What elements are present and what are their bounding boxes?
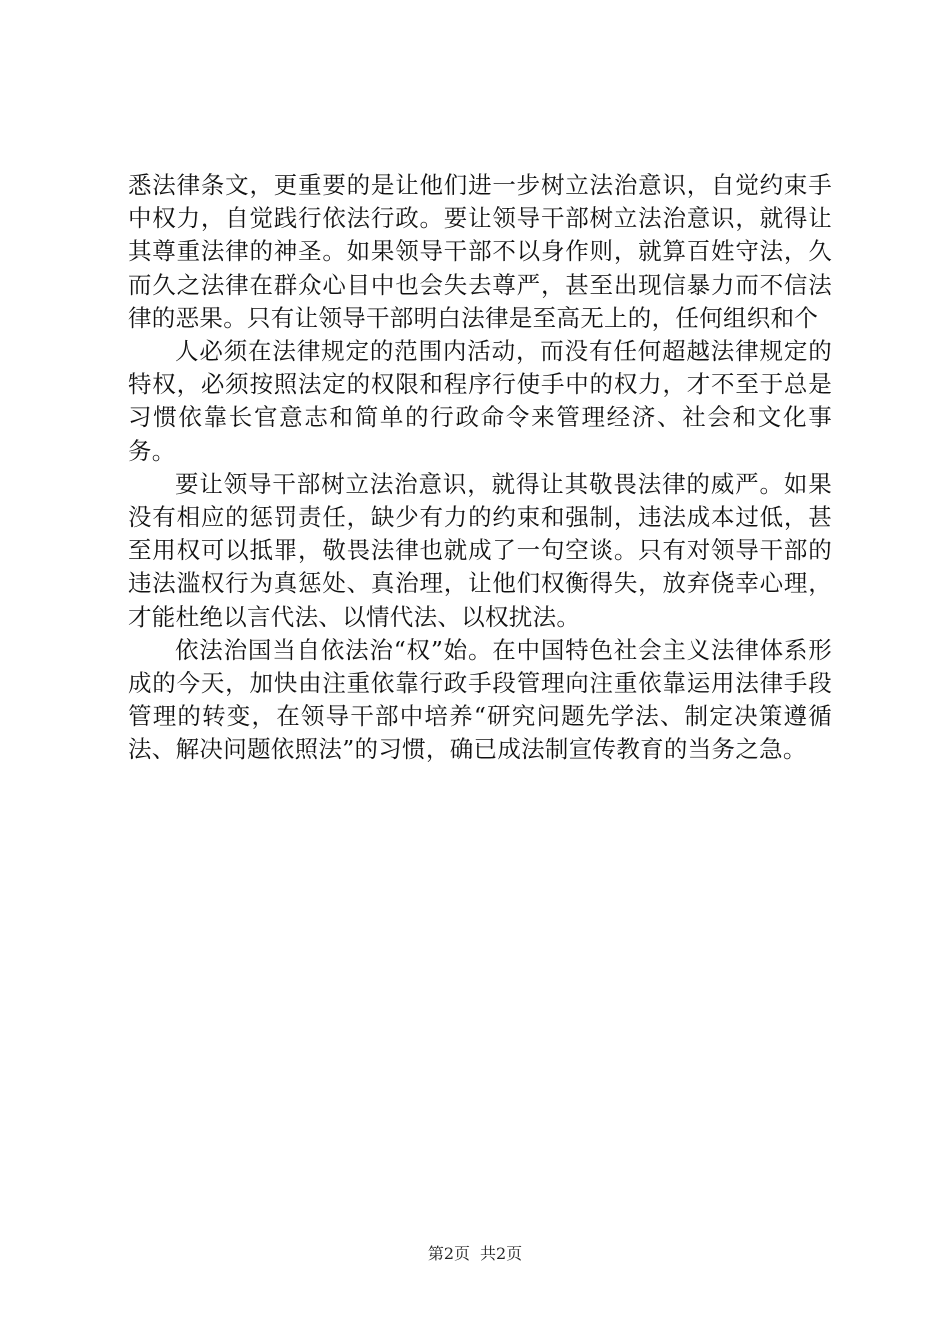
page-number: 第2页 — [427, 1244, 470, 1263]
page-total: 共2页 — [480, 1244, 523, 1263]
document-body — [128, 169, 832, 767]
paragraph-4: 依法治国当自依法治“权”始。在中国特色社会主义法律体系形成的今天，加快由注重依靠行政手段管理向注重依靠运用法律手段管理的转变，在领导干部中培养“研究问题先学法、制定决策遵循法、解决问题依照法”的习惯，确已成法制宣传教育的当务之急。 — [128, 635, 832, 764]
paragraph-1: 悉法律条文，更重要的是让他们进一步树立法治意识，自觉约束手中权力，自觉践行依法行政。要让领导干部树立法治意识，就得让其尊重法律的神圣。如果领导干部不以身作则，就算百姓守法，久而久之法律在群众心目中也会失去尊严，甚至出现信暴力而不信法律的恶果。只有让领导干部明白法律是至高无上的，任何组织和个 — [128, 171, 832, 332]
paragraph-3: 要让领导干部树立法治意识，就得让其敬畏法律的威严。如果没有相应的惩罚责任，缺少有力的约束和强制，违法成本过低，甚至用权可以抵罪，敬畏法律也就成了一句空谈。只有对领导干部的违法滥权行为真惩处、真治理，让他们权衡得失，放弃侥幸心理，才能杜绝以言代法、以情代法、以权扰法。 — [128, 469, 832, 631]
paragraph-2: 人必须在法律规定的范围内活动，而没有任何超越法律规定的特权，必须按照法定的权限和程序行使手中的权力，才不至于总是习惯依靠长官意志和简单的行政命令来管理经济、社会和文化事务。 — [128, 337, 832, 465]
page-footer — [0, 1244, 950, 1264]
